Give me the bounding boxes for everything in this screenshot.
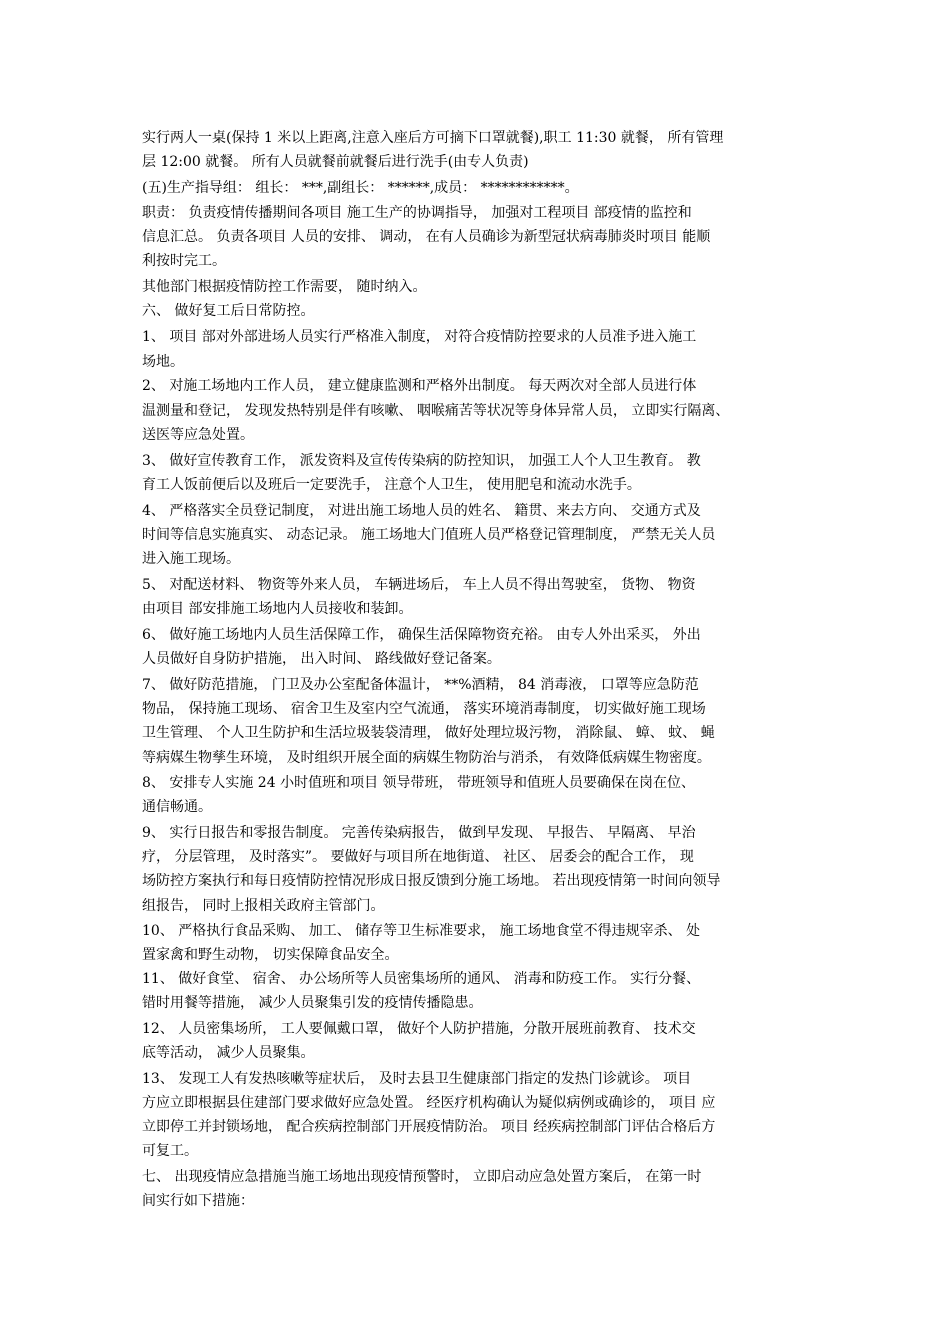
text-line: 实行两人一桌(保持 1 米以上距离,注意入座后方可摘下口罩就餐),职工 11:30 就餐， 所有管理 [142, 130, 724, 146]
text-line: 人员做好自身防护措施， 出入时间、 路线做好登记备案。 [142, 651, 501, 667]
text-line: 4、 严格落实全员登记制度， 对进出施工场地人员的姓名、 籍贯、来去方向、 交通方式及 [142, 503, 701, 519]
text-line: 场地。 [142, 354, 184, 370]
text-line: 9、 实行日报告和零报告制度。 完善传染病报告， 做到早发现、 早报告、 早隔离、 早治 [142, 825, 696, 841]
text-line: 层 12:00 就餐。 所有人员就餐前就餐后进行洗手(由专人负责) [142, 154, 529, 170]
text-line: 卫生管理、 个人卫生防护和生活垃圾装袋清理， 做好处理垃圾污物， 消除鼠、 蟑、 蚊、 蝇 [142, 725, 715, 741]
text-line: 时间等信息实施真实、 动态记录。 施工场地大门值班人员严格登记管理制度， 严禁无关人员 [142, 527, 716, 543]
text-line: 六、 做好复工后日常防控。 [142, 303, 315, 319]
text-line: 通信畅通。 [142, 799, 212, 815]
text-line: 方应立即根据县住建部门要求做好应急处置。 经医疗机构确认为疑似病例或确诊的， 项目 应 [142, 1095, 716, 1111]
text-line: (五)生产指导组： 组长： ***,副组长： ******,成员： ************。 [142, 180, 579, 196]
text-line: 置家禽和野生动物， 切实保障食品安全。 [142, 947, 399, 963]
text-line: 7、 做好防范措施， 门卫及办公室配备体温计， **%酒精， 84 消毒液， 口罩等应急防范 [142, 677, 699, 693]
text-line: 进入施工现场。 [142, 551, 240, 567]
text-line: 底等活动， 减少人员聚集。 [142, 1045, 315, 1061]
text-line: 2、 对施工场地内工作人员， 建立健康监测和严格外出制度。 每天两次对全部人员进行体 [142, 378, 697, 394]
text-line: 育工人饭前便后以及班后一定要洗手， 注意个人卫生， 使用肥皂和流动水洗手。 [142, 477, 641, 493]
text-line: 疗， 分层管理， 及时落实”。 要做好与项目所在地街道、 社区、 居委会的配合工作， 现 [142, 849, 694, 865]
text-line: 11、 做好食堂、 宿舍、 办公场所等人员密集场所的通风、 消毒和防疫工作。 实行分餐、 [142, 971, 701, 987]
text-line: 1、 项目 部对外部进场人员实行严格准入制度， 对符合疫情防控要求的人员准予进入施工 [142, 329, 697, 345]
text-line: 组报告， 同时上报相关政府主管部门。 [142, 898, 385, 914]
text-line: 由项目 部安排施工场地内人员接收和装卸。 [142, 601, 413, 617]
text-line: 3、 做好宣传教育工作， 派发资料及宣传传染病的防控知识， 加强工人个人卫生教育。 教 [142, 453, 701, 469]
text-line: 物品， 保持施工现场、 宿舍卫生及室内空气流通， 落实环境消毒制度， 切实做好施工现场 [142, 701, 706, 717]
text-line: 13、 发现工人有发热咳嗽等症状后， 及时去县卫生健康部门指定的发热门诊就诊。 项目 [142, 1071, 692, 1087]
text-line: 送医等应急处置。 [142, 427, 254, 443]
text-line: 8、 安排专人实施 24 小时值班和项目 领导带班， 带班领导和值班人员要确保在岗在位、 [142, 775, 695, 791]
text-line: 其他部门根据疫情防控工作需要， 随时纳入。 [142, 279, 427, 295]
text-line: 错时用餐等措施， 减少人员聚集引发的疫情传播隐患。 [142, 995, 483, 1011]
text-line: 等病媒生物孳生环境， 及时组织开展全面的病媒生物防治与消杀， 有效降低病媒生物密度。 [142, 750, 711, 766]
text-line: 12、 人员密集场所， 工人要佩戴口罩， 做好个人防护措施，分散开展班前教育、 技术交 [142, 1021, 696, 1037]
text-line: 可复工。 [142, 1143, 198, 1159]
text-line: 信息汇总。 负责各项目 人员的安排、 调动， 在有人员确诊为新型冠状病毒肺炎时项目 能顺 [142, 229, 711, 245]
text-line: 职责： 负责疫情传播期间各项目 施工生产的协调指导， 加强对工程项目 部疫情的监控和 [142, 205, 692, 221]
text-line: 七、 出现疫情应急措施当施工场地出现疫情预警时， 立即启动应急处置方案后， 在第一时 [142, 1169, 702, 1185]
text-line: 利按时完工。 [142, 253, 226, 269]
text-line: 温测量和登记， 发现发热特别是伴有咳嗽、 咽喉痛苦等状况等身体异常人员， 立即实行隔离、 [142, 403, 730, 419]
text-line: 间实行如下措施： [142, 1193, 254, 1209]
text-line: 立即停工并封锁场地， 配合疾病控制部门开展疫情防治。 项目 经疾病控制部门评估合格后方 [142, 1119, 716, 1135]
text-line: 场防控方案执行和每日疫情防控情况形成日报反馈到分施工场地。 若出现疫情第一时间向领导 [142, 873, 721, 889]
text-line: 10、 严格执行食品采购、 加工、 储存等卫生标准要求， 施工场地食堂不得违规宰杀、 处 [142, 923, 701, 939]
text-line: 5、 对配送材料、 物资等外来人员， 车辆进场后， 车上人员不得出驾驶室， 货物、 物资 [142, 577, 696, 593]
text-line: 6、 做好施工场地内人员生活保障工作， 确保生活保障物资充裕。 由专人外出采买， 外出 [142, 627, 701, 643]
